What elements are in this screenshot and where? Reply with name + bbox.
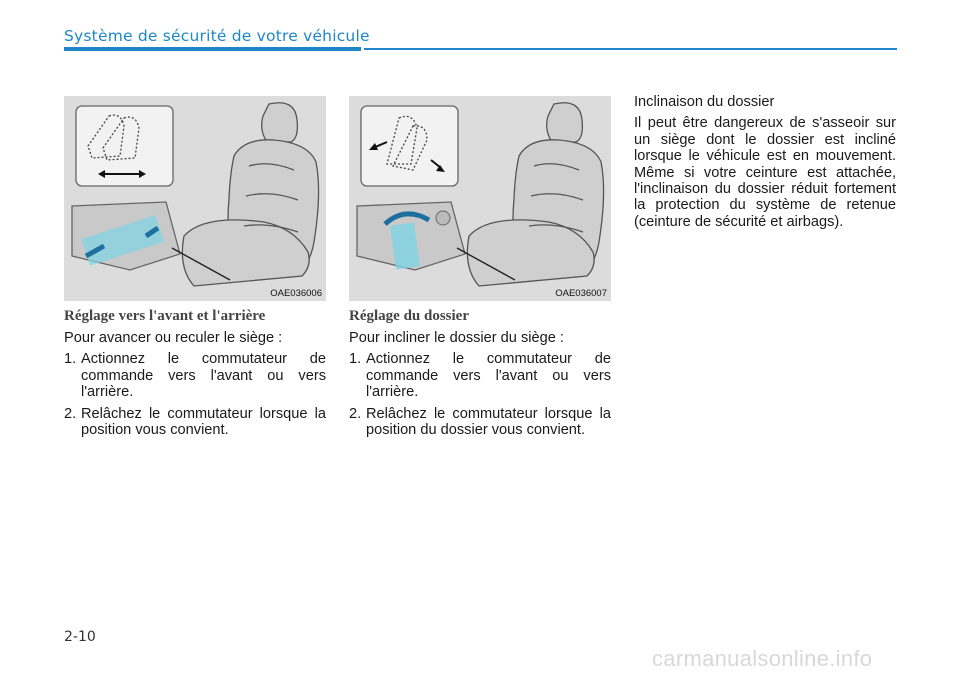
- list-item: [349, 351, 611, 400]
- step-text: Relâchez le commutateur lorsque la position du dossier vous convient.: [366, 405, 611, 439]
- page-number: 2-10: [64, 629, 96, 645]
- section-heading: Réglage vers l'avant et l'arrière: [64, 308, 266, 324]
- section-header-title: Système de sécurité de votre véhicule: [64, 27, 370, 45]
- section-slide: [64, 308, 326, 443]
- section-recline: [349, 308, 611, 443]
- watermark: carmanualsonline.info: [652, 646, 873, 671]
- recline-illustration: [349, 96, 611, 301]
- list-item: [349, 406, 611, 439]
- step-list: [64, 351, 326, 438]
- step-text: Relâchez le commutateur lorsque la position vous convient.: [81, 405, 326, 439]
- warning-title: Inclinaison du dossier: [634, 94, 775, 110]
- section-intro: Pour incliner le dossier du siège :: [349, 330, 564, 346]
- step-number: 2.: [64, 405, 77, 422]
- seat-drawing: [467, 103, 603, 286]
- figure-code: OAE036007: [555, 288, 607, 299]
- figure-code: OAE036006: [270, 288, 322, 299]
- section-recline-warning: [634, 94, 896, 230]
- step-text: Actionnez le commutateur de commande vers l'avant ou vers l'arrière.: [366, 351, 611, 401]
- seat-drawing: [182, 103, 318, 286]
- section-intro: Pour avancer ou reculer le siège :: [64, 330, 283, 346]
- step-list: [349, 351, 611, 438]
- step-number: 1.: [64, 351, 77, 368]
- list-item: [64, 406, 326, 439]
- list-item: [64, 351, 326, 400]
- section-heading: Réglage du dossier: [349, 308, 469, 324]
- step-text: Actionnez le commutateur de commande vers l'avant ou vers l'arrière.: [81, 351, 326, 401]
- header-accent-bar: [64, 47, 361, 51]
- seat-slide-illustration: [64, 96, 326, 301]
- header-rule: [364, 48, 897, 50]
- step-number: 2.: [349, 405, 362, 422]
- warning-body: Il peut être dangereux de s'asseoir sur un siège dont le dossier est incliné lorsque le véhicule est en mouvement. Même si votre ceinture est attachée, l'inclinaison du dossier réduit fortement la protection du système de retenue (ceinture de sécurité et airbags).: [634, 115, 896, 230]
- step-number: 1.: [349, 351, 362, 368]
